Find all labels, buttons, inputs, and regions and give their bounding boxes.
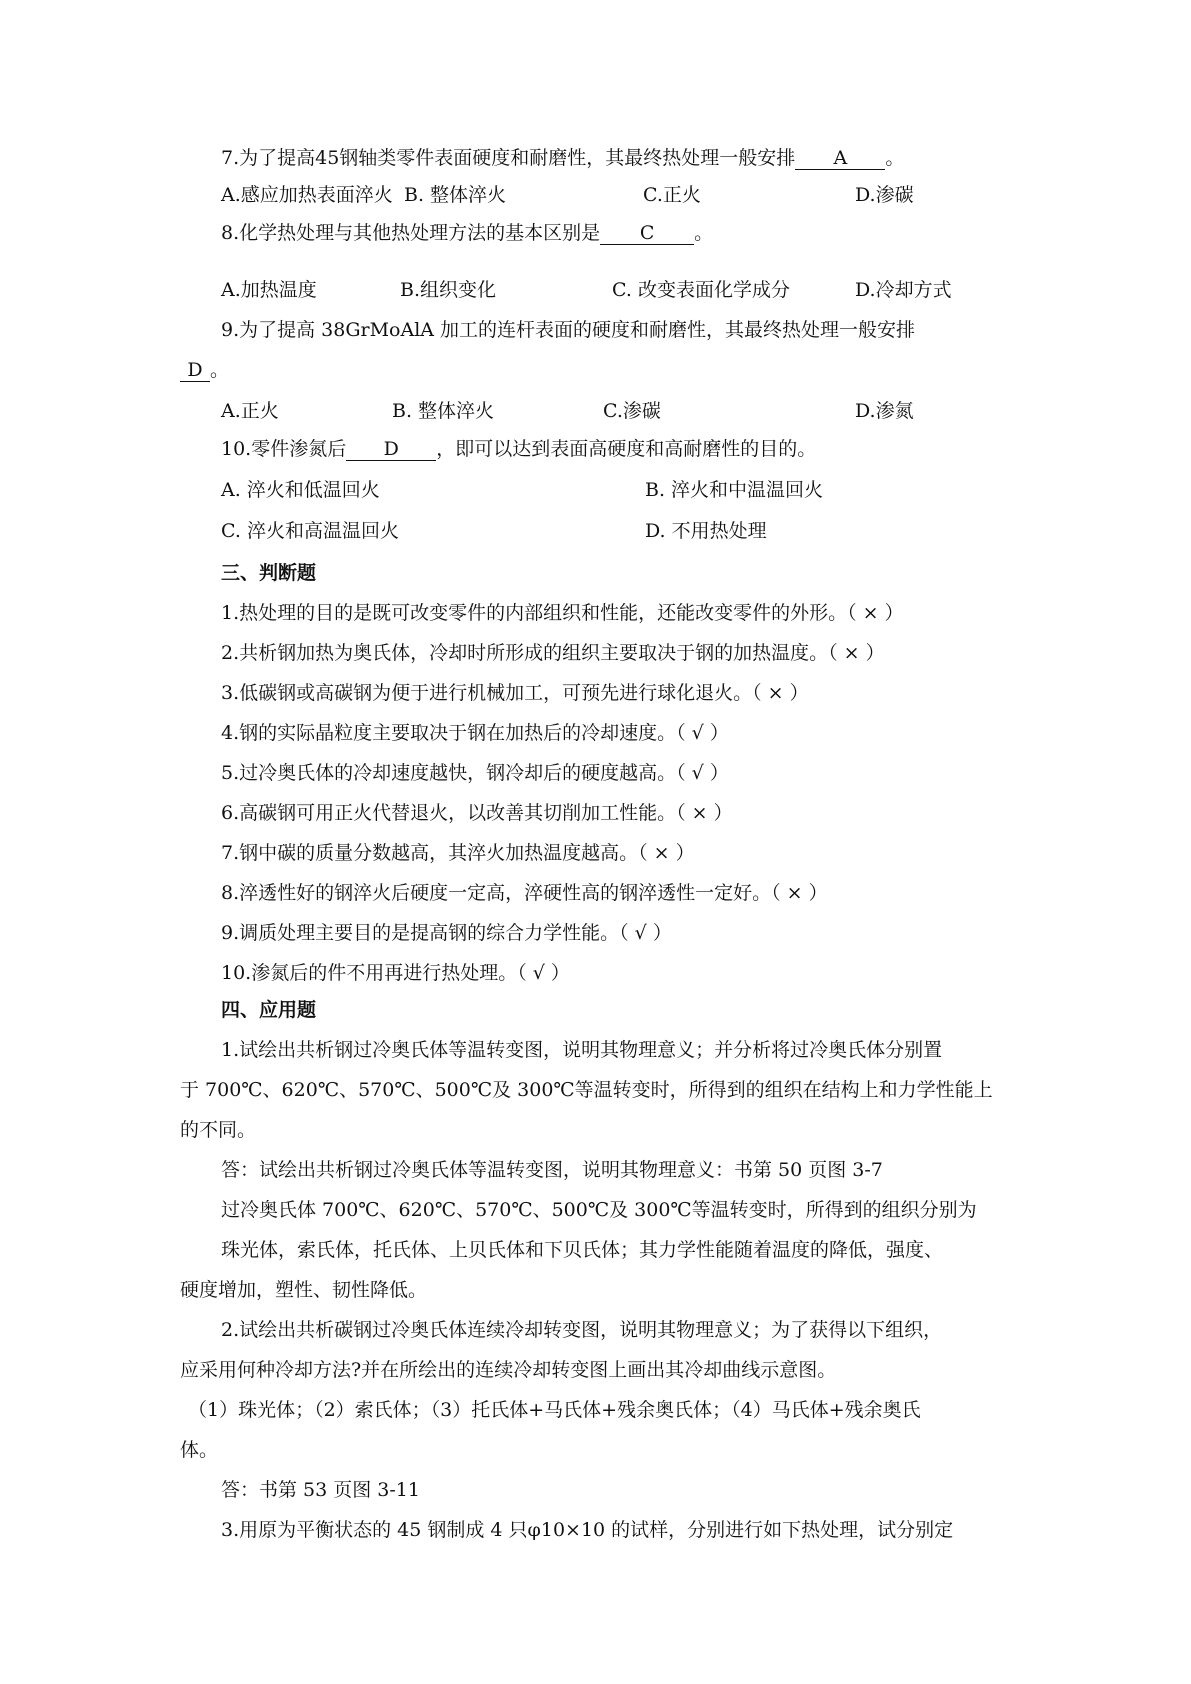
question-text: 8.化学热处理与其他热处理方法的基本区别是 — [221, 222, 601, 244]
option-d: D. 不用热处理 — [645, 520, 767, 542]
question-text: 7.为了提高45钢轴类零件表面硬度和耐磨性，其最终热处理一般安排 — [221, 147, 796, 169]
option-b: B.组织变化 — [400, 279, 497, 301]
option-a: A. 淬火和低温回火 — [221, 479, 380, 501]
option-a: A.加热温度 — [221, 279, 317, 301]
question-8 — [221, 220, 713, 246]
option-d: D.冷却方式 — [855, 279, 952, 301]
question-text-end: 。 — [885, 147, 905, 169]
app2-question: （1）珠光体；（2）索氏体；（3）托氏体+马氏体+残余奥氏体；（4）马氏体+残余奥氏 — [188, 1399, 921, 1421]
answer-blank: C — [600, 222, 694, 245]
app1-answer: 答：试绘出共析钢过冷奥氏体等温转变图，说明其物理意义：书第 50 页图 3-7 — [221, 1159, 883, 1181]
judge-item: 1.热处理的目的是既可改变零件的内部组织和性能，还能改变零件的外形。（ × ） — [221, 602, 904, 624]
option-c: C. 淬火和高温温回火 — [221, 520, 399, 542]
app1-question: 1.试绘出共析钢过冷奥氏体等温转变图，说明其物理意义；并分析将过冷奥氏体分别置 — [221, 1039, 943, 1061]
judge-item: 4.钢的实际晶粒度主要取决于钢在加热后的冷却速度。（ √ ） — [221, 722, 729, 744]
option-c: C.渗碳 — [603, 400, 661, 422]
app1-question: 于 700℃、620℃、570℃、500℃及 300℃等温转变时，所得到的组织在结构上和力学性能上 — [180, 1079, 993, 1101]
option-d: D.渗碳 — [855, 184, 914, 206]
app2-question: 应采用何种冷却方法?并在所绘出的连续冷却转变图上画出其冷却曲线示意图。 — [180, 1359, 837, 1381]
judge-item: 3.低碳钢或高碳钢为便于进行机械加工，可预先进行球化退火。（ × ） — [221, 682, 809, 704]
question-9: 9.为了提高 38GrMoAlA 加工的连杆表面的硬度和耐磨性，其最终热处理一般安排 — [221, 319, 916, 341]
option-b: B. 整体淬火 — [404, 184, 507, 206]
app2-question: 2.试绘出共析碳钢过冷奥氏体连续冷却转变图，说明其物理意义；为了获得以下组织， — [221, 1319, 943, 1341]
app2-question: 体。 — [180, 1439, 219, 1461]
app1-answer: 硬度增加，塑性、韧性降低。 — [180, 1279, 428, 1301]
question-text: 10.零件渗氮后 — [221, 438, 347, 460]
judge-item: 10.渗氮后的件不用再进行热处理。（ √ ） — [221, 962, 570, 984]
app3-question: 3.用原为平衡状态的 45 钢制成 4 只φ10×10 的试样，分别进行如下热处理，试分别定 — [221, 1519, 954, 1541]
answer-blank: D — [180, 359, 210, 382]
app2-answer: 答：书第 53 页图 3-11 — [221, 1479, 420, 1501]
section-heading-application: 四、应用题 — [221, 999, 317, 1021]
question-text-end: 。 — [694, 222, 714, 244]
judge-item: 9.调质处理主要目的是提高钢的综合力学性能。（ √ ） — [221, 922, 672, 944]
option-d: D.渗氮 — [855, 400, 914, 422]
question-text-end: 。 — [210, 359, 230, 381]
app1-answer: 过冷奥氏体 700℃、620℃、570℃、500℃及 300℃等温转变时，所得到的组织分别为 — [221, 1199, 977, 1221]
option-a: A.感应加热表面淬火 — [221, 184, 393, 206]
section-heading-judgment: 三、判断题 — [221, 562, 317, 584]
option-a: A.正火 — [221, 400, 279, 422]
answer-blank: A — [795, 147, 885, 170]
judge-item: 5.过冷奥氏体的冷却速度越快，钢冷却后的硬度越高。（ √ ） — [221, 762, 729, 784]
app1-question: 的不同。 — [180, 1119, 257, 1141]
option-b: B. 整体淬火 — [392, 400, 495, 422]
judge-item: 8.淬透性好的钢淬火后硬度一定高，淬硬性高的钢淬透性一定好。（ × ） — [221, 882, 828, 904]
answer-blank: D — [346, 438, 436, 461]
question-7 — [221, 145, 904, 171]
app1-answer: 珠光体，索氏体，托氏体、上贝氏体和下贝氏体；其力学性能随着温度的降低，强度、 — [221, 1239, 944, 1261]
question-text-end: ，即可以达到表面高硬度和高耐磨性的目的。 — [436, 438, 817, 460]
question-9-cont — [180, 357, 229, 383]
option-b: B. 淬火和中温温回火 — [645, 479, 824, 501]
judge-item: 2.共析钢加热为奥氏体，冷却时所形成的组织主要取决于钢的加热温度。（ × ） — [221, 642, 885, 664]
option-c: C. 改变表面化学成分 — [612, 279, 790, 301]
option-c: C.正火 — [643, 184, 701, 206]
judge-item: 7.钢中碳的质量分数越高，其淬火加热温度越高。（ × ） — [221, 842, 695, 864]
judge-item: 6.高碳钢可用正火代替退火，以改善其切削加工性能。（ × ） — [221, 802, 733, 824]
question-10 — [221, 436, 816, 462]
